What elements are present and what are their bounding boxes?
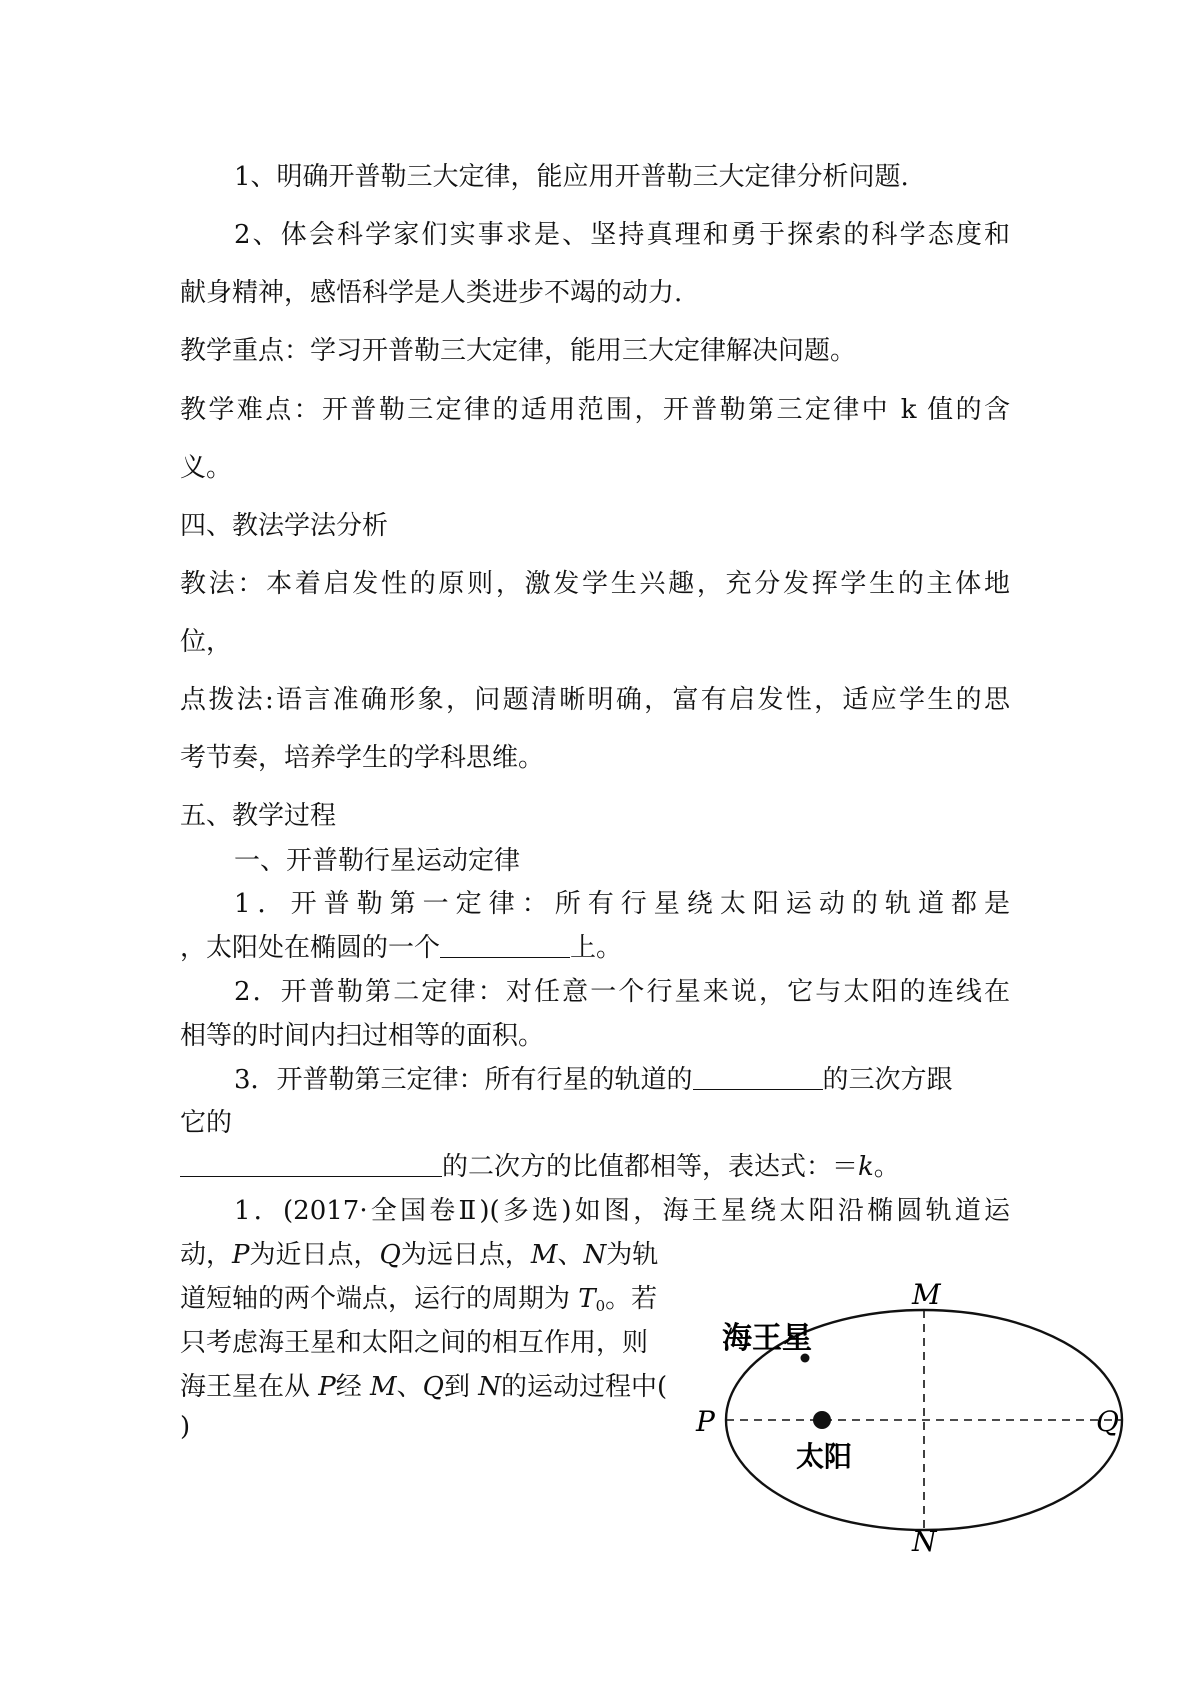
problem-text: 到 xyxy=(444,1372,479,1402)
sun-label: 太阳 xyxy=(796,1440,853,1473)
section-5-heading: 五、教学过程 xyxy=(180,801,337,831)
law-3-constant-k: k xyxy=(858,1152,874,1182)
symbol-n: N xyxy=(478,1372,502,1402)
planet-label: 海王星 xyxy=(722,1321,812,1356)
section-4-heading: 四、教法学法分析 xyxy=(180,511,389,541)
symbol-t: T xyxy=(578,1284,596,1314)
teaching-method-line-1: 教法：本着启发性的原则，激发学生兴趣，充分发挥学生的主体地 xyxy=(180,569,1010,599)
answer-blank-focus[interactable] xyxy=(440,933,570,958)
law-1-text: ，太阳处在椭圆的一个 xyxy=(180,933,441,963)
problem-text: 、 xyxy=(396,1372,423,1402)
symbol-p: P xyxy=(318,1372,336,1402)
key-point: 教学重点：学习开普勒三大定律，能用三大定律解决问题。 xyxy=(180,336,857,366)
problem-line-5 xyxy=(180,1370,668,1404)
symbol-t-subscript: 0 xyxy=(595,1297,606,1315)
label-p: P xyxy=(696,1405,715,1438)
problem-text: 、 xyxy=(557,1240,584,1270)
law-3-text: 3．开普勒第三定律：所有行星的轨道的 xyxy=(234,1065,693,1095)
symbol-n: N xyxy=(583,1240,607,1270)
answer-blank-period[interactable] xyxy=(180,1152,442,1177)
law-1-line-1: 1．开普勒第一定律：所有行星绕太阳运动的轨道都是 xyxy=(234,889,1010,919)
law-2-line-2: 相等的时间内扫过相等的面积。 xyxy=(180,1021,545,1051)
problem-text: 海王星在从 xyxy=(180,1372,319,1402)
sun-dot xyxy=(813,1411,831,1429)
law-3-formula-text: 的二次方的比值都相等，表达式：＝ xyxy=(442,1152,859,1182)
law-1-text-end: 上。 xyxy=(570,933,623,963)
hint-method-line-2: 考节奏，培养学生的学科思维。 xyxy=(180,743,545,773)
kepler-laws-subheading: 一、开普勒行星运动定律 xyxy=(234,846,521,876)
problem-text: 为轨 xyxy=(606,1240,659,1270)
law-3-line-3 xyxy=(180,1150,1010,1184)
difficulty-line-2: 义。 xyxy=(180,453,233,483)
orbit-diagram xyxy=(696,1278,1132,1558)
law-3-line-2: 它的 xyxy=(180,1108,233,1138)
objective-1: 1、明确开普勒三大定律，能应用开普勒三大定律分析问题. xyxy=(234,162,909,192)
symbol-m: M xyxy=(370,1372,397,1402)
problem-text: 的运动过程中( xyxy=(501,1372,668,1402)
law-1-line-2 xyxy=(180,931,1010,965)
symbol-m: M xyxy=(530,1240,558,1270)
problem-text: 动， xyxy=(180,1240,233,1270)
label-m: M xyxy=(912,1278,941,1311)
objective-2-line-2: 献身精神，感悟科学是人类进步不竭的动力. xyxy=(180,278,683,308)
law-3-text-end: 的三次方跟 xyxy=(822,1065,953,1095)
law-3-line-1 xyxy=(234,1063,1010,1097)
hint-method-line-1: 点拨法:语言准确形象，问题清晰明确，富有启发性，适应学生的思 xyxy=(180,685,1010,715)
problem-text: 为近日点， xyxy=(249,1240,380,1270)
problem-line-6: ) xyxy=(180,1412,191,1442)
symbol-p: P xyxy=(232,1240,250,1270)
teaching-method-line-2: 位， xyxy=(180,627,233,657)
problem-line-4: 只考虑海王星和太阳之间的相互作用，则 xyxy=(180,1328,649,1358)
label-q: Q xyxy=(1096,1405,1119,1438)
problem-line-1: 1．(2017·全国卷Ⅱ)(多选)如图，海王星绕太阳沿椭圆轨道运 xyxy=(234,1196,1010,1226)
symbol-q: Q xyxy=(422,1372,444,1402)
problem-line-3 xyxy=(180,1282,658,1323)
law-3-period-mark: 。 xyxy=(873,1152,900,1182)
problem-text: 为远日点， xyxy=(400,1240,531,1270)
difficulty-line-1: 教学难点：开普勒三定律的适用范围，开普勒第三定律中 k 值的含 xyxy=(180,395,1010,425)
objective-2-line-1: 2、体会科学家们实事求是、坚持真理和勇于探索的科学态度和 xyxy=(234,220,1010,250)
symbol-q: Q xyxy=(379,1240,401,1270)
problem-line-2 xyxy=(180,1238,658,1272)
label-n: N xyxy=(912,1525,937,1558)
problem-text: 经 xyxy=(335,1372,371,1402)
problem-text: 道短轴的两个端点，运行的周期为 xyxy=(180,1284,579,1314)
law-2-line-1: 2．开普勒第二定律：对任意一个行星来说，它与太阳的连线在 xyxy=(234,977,1010,1007)
problem-text: 。若 xyxy=(605,1284,658,1314)
answer-blank-semimajor[interactable] xyxy=(693,1065,823,1090)
